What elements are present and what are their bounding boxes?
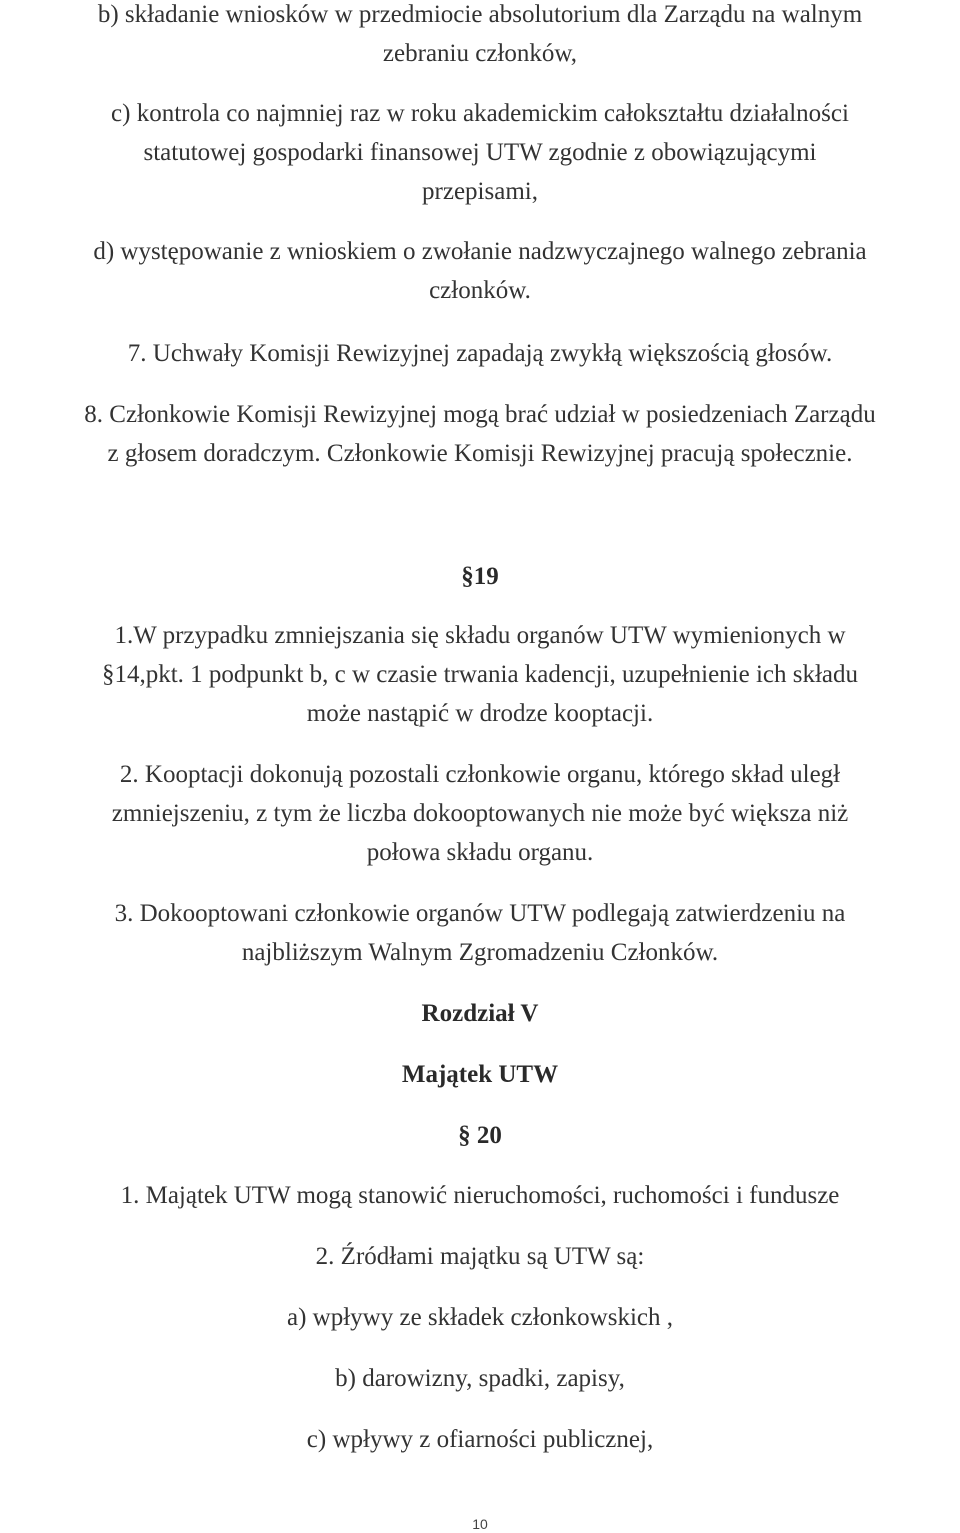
- text-line: statutowej gospodarki finansowej UTW zgodnie z obowiązującymi: [143, 139, 817, 166]
- paragraph-8: [0, 395, 960, 473]
- text-line: 2. Kooptacji dokonują pozostali członkowie organu, którego skład uległ: [119, 761, 841, 788]
- paragraph-20-b: b) darowizny, spadki, zapisy,: [335, 1365, 625, 1392]
- paragraph-c: [0, 94, 960, 211]
- text-line: może nastąpić w drodze kooptacji.: [306, 700, 654, 727]
- chapter-title: Majątek UTW: [401, 1061, 559, 1088]
- text-line: zmniejszeniu, z tym że liczba dokooptowanych nie może być większa niż: [111, 800, 849, 827]
- paragraph-d: [0, 232, 960, 310]
- page-number: 10: [472, 1516, 488, 1532]
- paragraph-20-a: a) wpływy ze składek członkowskich ,: [287, 1304, 673, 1331]
- section-19-heading: §19: [461, 563, 499, 590]
- text-line: 7. Uchwały Komisji Rewizyjnej zapadają zwykłą większością głosów.: [127, 340, 833, 367]
- text-line: 1.W przypadku zmniejszania się składu organów UTW wymienionych w: [114, 622, 846, 649]
- text-line: przepisami,: [422, 178, 538, 205]
- paragraph-19-1: [0, 616, 960, 733]
- chapter-heading: Rozdział V: [421, 1000, 539, 1027]
- text-line: 8. Członkowie Komisji Rewizyjnej mogą brać udział w posiedzeniach Zarządu: [84, 401, 876, 428]
- text-line: członków.: [429, 277, 531, 304]
- paragraph-20-c: c) wpływy z ofiarności publicznej,: [306, 1426, 654, 1453]
- paragraph-20-1: 1. Majątek UTW mogą stanowić nieruchomości, ruchomości i fundusze: [120, 1182, 840, 1209]
- text-line: połowa składu organu.: [366, 839, 594, 866]
- text-line: najbliższym Walnym Zgromadzeniu Członków.: [241, 939, 719, 966]
- text-line: zebraniu członków,: [382, 40, 578, 67]
- paragraph-7: [0, 334, 960, 373]
- text-line: d) występowanie z wnioskiem o zwołanie nadzwyczajnego walnego zebrania: [93, 238, 867, 265]
- paragraph-20-2: 2. Źródłami majątku są UTW są:: [315, 1243, 645, 1270]
- paragraph-19-2: [0, 755, 960, 872]
- paragraph-b: [0, 0, 960, 73]
- text-line: z głosem doradczym. Członkowie Komisji Rewizyjnej pracują społecznie.: [107, 440, 853, 467]
- text-line: b) składanie wniosków w przedmiocie absolutorium dla Zarządu na walnym: [97, 1, 863, 28]
- section-20-heading: § 20: [458, 1122, 502, 1149]
- text-line: c) kontrola co najmniej raz w roku akademickim całokształtu działalności: [111, 100, 849, 127]
- text-line: §14,pkt. 1 podpunkt b, c w czasie trwania kadencji, uzupełnienie ich składu: [101, 661, 859, 688]
- paragraph-19-3: [0, 894, 960, 972]
- text-line: 3. Dokooptowani członkowie organów UTW podlegają zatwierdzeniu na: [114, 900, 846, 927]
